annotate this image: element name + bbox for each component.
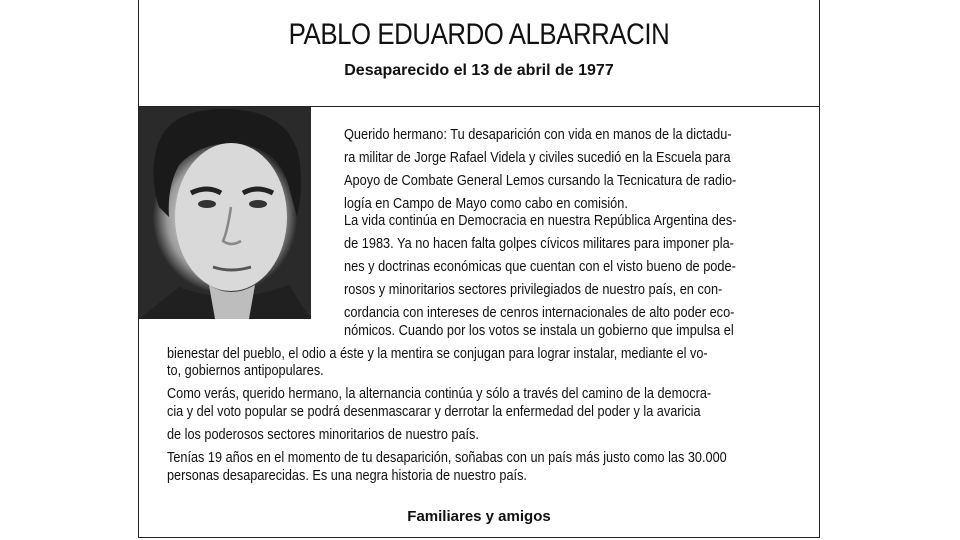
letter-body: [139, 107, 819, 537]
letter-line: La vida continúa en Democracia en nuestra República Argentina des-: [344, 213, 737, 229]
letter-line: ra militar de Jorge Rafael Videla y civiles sucedió en la Escuela para: [344, 150, 731, 166]
disappearance-date: Desaparecido el 13 de abril de 1977: [344, 62, 614, 79]
letter-line: de los poderosos sectores minoritarios de nuestro país.: [167, 427, 479, 443]
letter-line: bienestar del pueblo, el odio a éste y la mentira se conjugan para lograr instalar, mediante el vo-: [167, 346, 708, 362]
letter-line: cordancia con intereses de cenros internacionales de alto poder eco-: [344, 305, 735, 321]
memorial-notice: [138, 0, 820, 538]
letter-line: Tenías 19 años en el momento de tu desaparición, soñabas con un país más justo como las 30.000: [167, 450, 727, 466]
letter-line: nómicos. Cuando por los votos se instala un gobierno que impulsa el: [344, 323, 734, 339]
notice-header: [139, 0, 819, 107]
letter-line: cia y del voto popular se podrá desenmascarar y derrotar la enfermedad del poder y la avaricia: [167, 404, 701, 420]
letter-line: Querido hermano: Tu desaparición con vida en manos de la dictadu-: [344, 127, 732, 143]
letter-line: de 1983. Ya no hacen falta golpes cívicos militares para imponer pla-: [344, 236, 734, 252]
letter-line: nes y doctrinas económicas que cuentan con el visto bueno de pode-: [344, 259, 736, 275]
letter-line: to, gobiernos antipopulares.: [167, 363, 324, 379]
person-name: PABLO EDUARDO ALBARRACIN: [288, 18, 670, 51]
letter-line: personas desaparecidas. Es una negra historia de nuestro país.: [167, 468, 527, 484]
signature: Familiares y amigos: [407, 508, 551, 525]
letter-line: rosos y minoritarios sectores privilegiados de nuestro país, en con-: [344, 282, 723, 298]
letter-line: Como verás, querido hermano, la alternancia continúa y sólo a través del camino de la democra-: [167, 386, 712, 402]
letter-line: Apoyo de Combate General Lemos cursando la Tecnicatura de radio-: [344, 173, 737, 189]
letter-line: logía en Campo de Mayo como cabo en comisión.: [344, 196, 628, 212]
